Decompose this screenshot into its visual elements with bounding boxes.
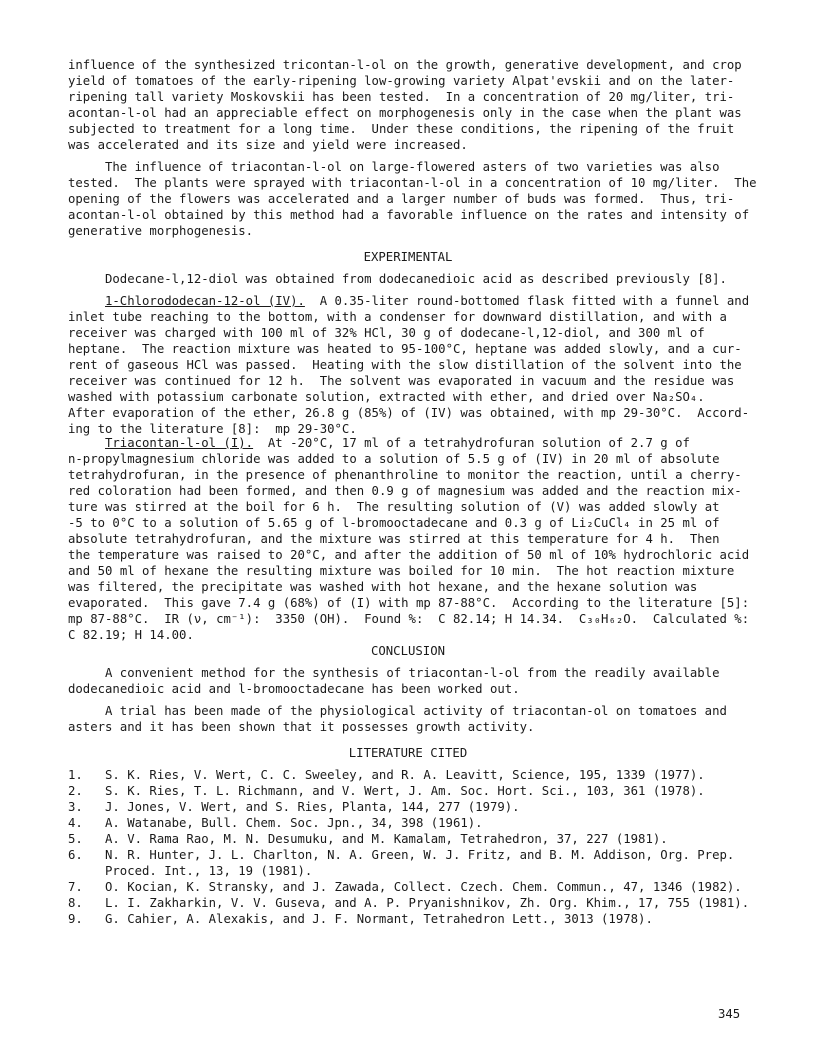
reference-text: S. K. Ries, T. L. Richmann, and V. Wert, J. Am. Soc. Hort. Sci., 103, 361 (1978). — [105, 784, 705, 798]
experimental-p2-line: rent of gaseous HCl was passed. Heating with the slow distillation of the solvent into the — [68, 358, 742, 372]
reference-number: 1. — [68, 768, 83, 782]
intro-p1-line: influence of the synthesized tricontan-l-ol on the growth, generative development, and crop — [68, 58, 742, 72]
experimental-p3-line: -5 to 0°C to a solution of 5.65 g of l-bromooctadecane and 0.3 g of Li₂CuCl₄ in 25 ml of — [68, 516, 720, 530]
reference-number: 6. — [68, 848, 83, 862]
reference-text: L. I. Zakharkin, V. V. Guseva, and A. P. Pryanishnikov, Zh. Org. Khim., 17, 755 (1981). — [105, 896, 750, 910]
experimental-p3-line: red coloration had been formed, and then 0.9 g of magnesium was added and the reaction mix- — [68, 484, 742, 498]
experimental-p3-line: the temperature was raised to 20°C, and after the addition of 50 ml of 10% hydrochloric acid — [68, 548, 750, 562]
reference-number: 3. — [68, 800, 83, 814]
reference-number: 4. — [68, 816, 83, 830]
intro-p2-line: acontan-l-ol obtained by this method had a favorable influence on the rates and intensity of — [68, 208, 750, 222]
intro-p2-line: generative morphogenesis. — [68, 224, 254, 238]
conclusion-p2-line: A trial has been made of the physiological activity of triacontan-ol on tomatoes and — [105, 704, 727, 718]
intro-p2-line: The influence of triacontan-l-ol on large-flowered asters of two varieties was also — [105, 160, 720, 174]
reference-text: N. R. Hunter, J. L. Charlton, N. A. Green, W. J. Fritz, and B. M. Addison, Org. Prep. — [105, 848, 735, 862]
reference-number: 5. — [68, 832, 83, 846]
intro-p1-line: subjected to treatment for a long time. Under these conditions, the ripening of the fruit — [68, 122, 735, 136]
intro-p1-line: acontan-l-ol had an appreciable effect on morphogenesis only in the case when the plant was — [68, 106, 742, 120]
experimental-p3-line: and 50 ml of hexane the resulting mixture was boiled for 10 min. The hot reaction mixture — [68, 564, 735, 578]
compound-i-title: Triacontan-l-ol (I). — [105, 436, 254, 450]
experimental-p2-line: ing to the literature [8]: mp 29-30°C. — [68, 422, 357, 436]
conclusion-p1-line: A convenient method for the synthesis of triacontan-l-ol from the readily available — [105, 666, 720, 680]
reference-text: O. Kocian, K. Stransky, and J. Zawada, Collect. Czech. Chem. Commun., 47, 1346 (1982). — [105, 880, 742, 894]
intro-p2-line: opening of the flowers was accelerated and a larger number of buds was formed. Thus, tri- — [68, 192, 735, 206]
experimental-p2-line: receiver was continued for 12 h. The solvent was evaporated in vacuum and the residue was — [68, 374, 735, 388]
experimental-p3-line: absolute tetrahydrofuran, and the mixture was stirred at this temperature for 4 h. Then — [68, 532, 720, 546]
experimental-p3-line: n-propylmagnesium chloride was added to a solution of 5.5 g of (IV) in 20 ml of absolute — [68, 452, 720, 466]
experimental-p3-first-line — [105, 436, 690, 451]
intro-p1-line: ripening tall variety Moskovskii has been tested. In a concentration of 20 mg/liter, tri- — [68, 90, 735, 104]
experimental-p2-line: inlet tube reaching to the bottom, with a condenser for downward distillation, and with a — [68, 310, 727, 324]
reference-number: 8. — [68, 896, 83, 910]
literature-heading: LITERATURE CITED — [348, 746, 468, 760]
experimental-p3-line: was filtered, the precipitate was washed with hot hexane, and the hexane solution was — [68, 580, 698, 594]
experimental-p1: Dodecane-l,12-diol was obtained from dodecanedioic acid as described previously [8]. — [105, 272, 727, 286]
reference-text: Proced. Int., 13, 19 (1981). — [105, 864, 313, 878]
experimental-p2-line: heptane. The reaction mixture was heated to 95-100°C, heptane was added slowly, and a cur- — [68, 342, 742, 356]
reference-number: 7. — [68, 880, 83, 894]
experimental-p2-line: washed with potassium carbonate solution, extracted with ether, and dried over Na₂SO₄. — [68, 390, 705, 404]
reference-number: 9. — [68, 912, 83, 926]
intro-p1-line: yield of tomatoes of the early-ripening low-growing variety Alpat'evskii and on the later- — [68, 74, 735, 88]
experimental-p3-line: tetrahydrofuran, in the presence of phenanthroline to monitor the reaction, until a cherry- — [68, 468, 742, 482]
intro-p2-line: tested. The plants were sprayed with triacontan-l-ol in a concentration of 10 mg/liter. The — [68, 176, 757, 190]
conclusion-p2-line: asters and it has been shown that it possesses growth activity. — [68, 720, 535, 734]
experimental-p3-line: C 82.19; H 14.00. — [68, 628, 194, 642]
experimental-p2-first-text: A 0.35-liter round-bottomed flask fitted with a funnel and — [304, 294, 750, 308]
experimental-p2-line: receiver was charged with 100 ml of 32% HCl, 30 g of dodecane-l,12-diol, and 300 ml of — [68, 326, 705, 340]
reference-text: J. Jones, V. Wert, and S. Ries, Planta, 144, 277 (1979). — [105, 800, 520, 814]
reference-text: A. V. Rama Rao, M. N. Desumuku, and M. Kamalam, Tetrahedron, 37, 227 (1981). — [105, 832, 668, 846]
reference-text: A. Watanabe, Bull. Chem. Soc. Jpn., 34, 398 (1961). — [105, 816, 483, 830]
experimental-p3-first-text: At -20°C, 17 ml of a tetrahydrofuran solution of 2.7 g of — [253, 436, 690, 450]
experimental-p3-line: evaporated. This gave 7.4 g (68%) of (I) with mp 87-88°C. According to the literature [5]: — [68, 596, 750, 610]
page-number: 345 — [718, 1007, 741, 1021]
experimental-p3-line: ture was stirred at the boil for 6 h. The resulting solution of (V) was added slowly at — [68, 500, 720, 514]
intro-p1-line: was accelerated and its size and yield were increased. — [68, 138, 468, 152]
experimental-p3-line: mp 87-88°C. IR (ν, cm⁻¹): 3350 (OH). Found %: C 82.14; H 14.34. C₃₀H₆₂O. Calculated %: — [68, 612, 750, 626]
experimental-p2-first-line — [105, 294, 749, 309]
reference-text: S. K. Ries, V. Wert, C. C. Sweeley, and R. A. Leavitt, Science, 195, 1339 (1977). — [105, 768, 705, 782]
reference-number: 2. — [68, 784, 83, 798]
reference-text: G. Cahier, A. Alexakis, and J. F. Normant, Tetrahedron Lett., 3013 (1978). — [105, 912, 653, 926]
experimental-p2-line: After evaporation of the ether, 26.8 g (85%) of (IV) was obtained, with mp 29-30°C. Accord- — [68, 406, 750, 420]
conclusion-heading: CONCLUSION — [370, 644, 446, 658]
compound-iv-title: 1-Chlorododecan-12-ol (IV). — [105, 294, 305, 308]
conclusion-p1-line: dodecanedioic acid and l-bromooctadecane has been worked out. — [68, 682, 520, 696]
experimental-heading: EXPERIMENTAL — [363, 250, 453, 264]
